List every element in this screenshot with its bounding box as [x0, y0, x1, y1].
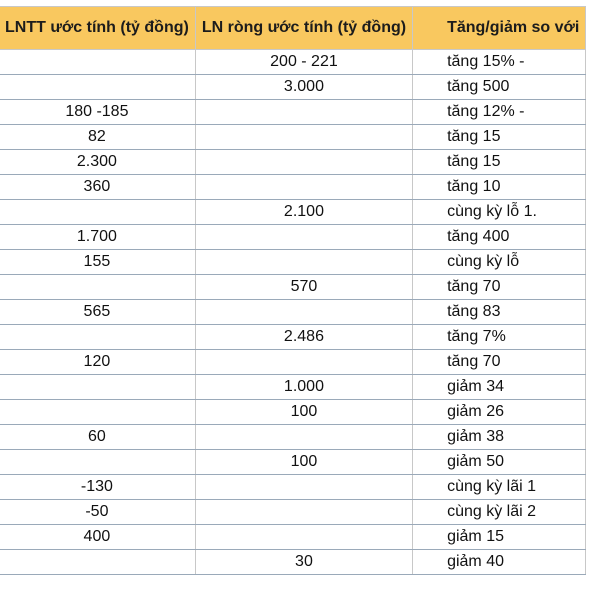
cell-ln-rong[interactable]	[195, 350, 412, 375]
table-row	[0, 425, 586, 450]
header-cell-ln-rong: LN ròng ước tính (tỷ đồng)	[195, 7, 412, 50]
cell-ln-rong[interactable]: 2.100	[195, 200, 412, 225]
cell-change[interactable]: tăng 70	[413, 275, 586, 300]
cell-lntt[interactable]: 2.300	[0, 150, 195, 175]
cell-lntt[interactable]	[0, 275, 195, 300]
table-row	[0, 225, 586, 250]
cell-lntt[interactable]	[0, 50, 195, 75]
table-row	[0, 400, 586, 425]
table-row	[0, 325, 586, 350]
cell-change[interactable]: tăng 70	[413, 350, 586, 375]
table-row	[0, 475, 586, 500]
cell-change[interactable]: tăng 15	[413, 150, 586, 175]
cell-ln-rong[interactable]	[195, 250, 412, 275]
table-row	[0, 350, 586, 375]
cell-lntt[interactable]	[0, 200, 195, 225]
cell-ln-rong[interactable]	[195, 525, 412, 550]
table-row	[0, 550, 586, 575]
cell-change[interactable]: giảm 34	[413, 375, 586, 400]
cell-ln-rong[interactable]	[195, 150, 412, 175]
table-row	[0, 300, 586, 325]
cell-lntt[interactable]: 60	[0, 425, 195, 450]
header-cell-lntt: LNTT ước tính (tỷ đồng)	[0, 7, 195, 50]
table-row	[0, 125, 586, 150]
cell-ln-rong[interactable]: 1.000	[195, 375, 412, 400]
cell-lntt[interactable]: 1.700	[0, 225, 195, 250]
table-row	[0, 50, 586, 75]
table-row	[0, 175, 586, 200]
cell-ln-rong[interactable]	[195, 100, 412, 125]
cell-ln-rong[interactable]	[195, 125, 412, 150]
table-row	[0, 275, 586, 300]
cell-change[interactable]: tăng 500	[413, 75, 586, 100]
cell-change[interactable]: cùng kỳ lỗ 1.	[413, 200, 586, 225]
cell-lntt[interactable]: 120	[0, 350, 195, 375]
cell-lntt[interactable]: 360	[0, 175, 195, 200]
cell-ln-rong[interactable]: 30	[195, 550, 412, 575]
cell-ln-rong[interactable]	[195, 225, 412, 250]
cell-ln-rong[interactable]	[195, 475, 412, 500]
cell-change[interactable]: tăng 15	[413, 125, 586, 150]
table-row	[0, 250, 586, 275]
cell-lntt[interactable]: 565	[0, 300, 195, 325]
cell-change[interactable]: giảm 38	[413, 425, 586, 450]
cell-ln-rong[interactable]: 100	[195, 450, 412, 475]
cell-lntt[interactable]	[0, 550, 195, 575]
table-row	[0, 150, 586, 175]
cell-change[interactable]: tăng 15% -	[413, 50, 586, 75]
table-row	[0, 525, 586, 550]
cell-change[interactable]: tăng 83	[413, 300, 586, 325]
cell-change[interactable]: cùng kỳ lãi 1	[413, 475, 586, 500]
cell-lntt[interactable]: -130	[0, 475, 195, 500]
cell-ln-rong[interactable]	[195, 175, 412, 200]
cell-lntt[interactable]	[0, 375, 195, 400]
cell-lntt[interactable]	[0, 450, 195, 475]
table-row	[0, 200, 586, 225]
cell-ln-rong[interactable]: 3.000	[195, 75, 412, 100]
table-row	[0, 500, 586, 525]
cell-change[interactable]: tăng 10	[413, 175, 586, 200]
cell-ln-rong[interactable]	[195, 500, 412, 525]
cell-change[interactable]: cùng kỳ lãi 2	[413, 500, 586, 525]
cell-change[interactable]: tăng 12% -	[413, 100, 586, 125]
earnings-table	[0, 6, 586, 575]
cell-lntt[interactable]: 155	[0, 250, 195, 275]
header-cell-change: Tăng/giảm so với	[413, 7, 586, 50]
cell-ln-rong[interactable]: 570	[195, 275, 412, 300]
cell-ln-rong[interactable]: 100	[195, 400, 412, 425]
cell-change[interactable]: giảm 15	[413, 525, 586, 550]
table-row	[0, 375, 586, 400]
cell-lntt[interactable]	[0, 325, 195, 350]
cell-change[interactable]: giảm 50	[413, 450, 586, 475]
cell-lntt[interactable]: 82	[0, 125, 195, 150]
table-row	[0, 75, 586, 100]
cell-change[interactable]: giảm 26	[413, 400, 586, 425]
cell-ln-rong[interactable]	[195, 425, 412, 450]
cell-change[interactable]: tăng 400	[413, 225, 586, 250]
table-row	[0, 100, 586, 125]
cell-ln-rong[interactable]	[195, 300, 412, 325]
table-row	[0, 450, 586, 475]
table-body	[0, 50, 586, 575]
cell-lntt[interactable]: -50	[0, 500, 195, 525]
cell-change[interactable]: tăng 7%	[413, 325, 586, 350]
cell-lntt[interactable]	[0, 75, 195, 100]
cell-lntt[interactable]: 180 -185	[0, 100, 195, 125]
cell-lntt[interactable]	[0, 400, 195, 425]
cell-ln-rong[interactable]: 200 - 221	[195, 50, 412, 75]
cell-change[interactable]: cùng kỳ lỗ	[413, 250, 586, 275]
cell-ln-rong[interactable]: 2.486	[195, 325, 412, 350]
cell-change[interactable]: giảm 40	[413, 550, 586, 575]
header-row	[0, 7, 586, 50]
cell-lntt[interactable]: 400	[0, 525, 195, 550]
